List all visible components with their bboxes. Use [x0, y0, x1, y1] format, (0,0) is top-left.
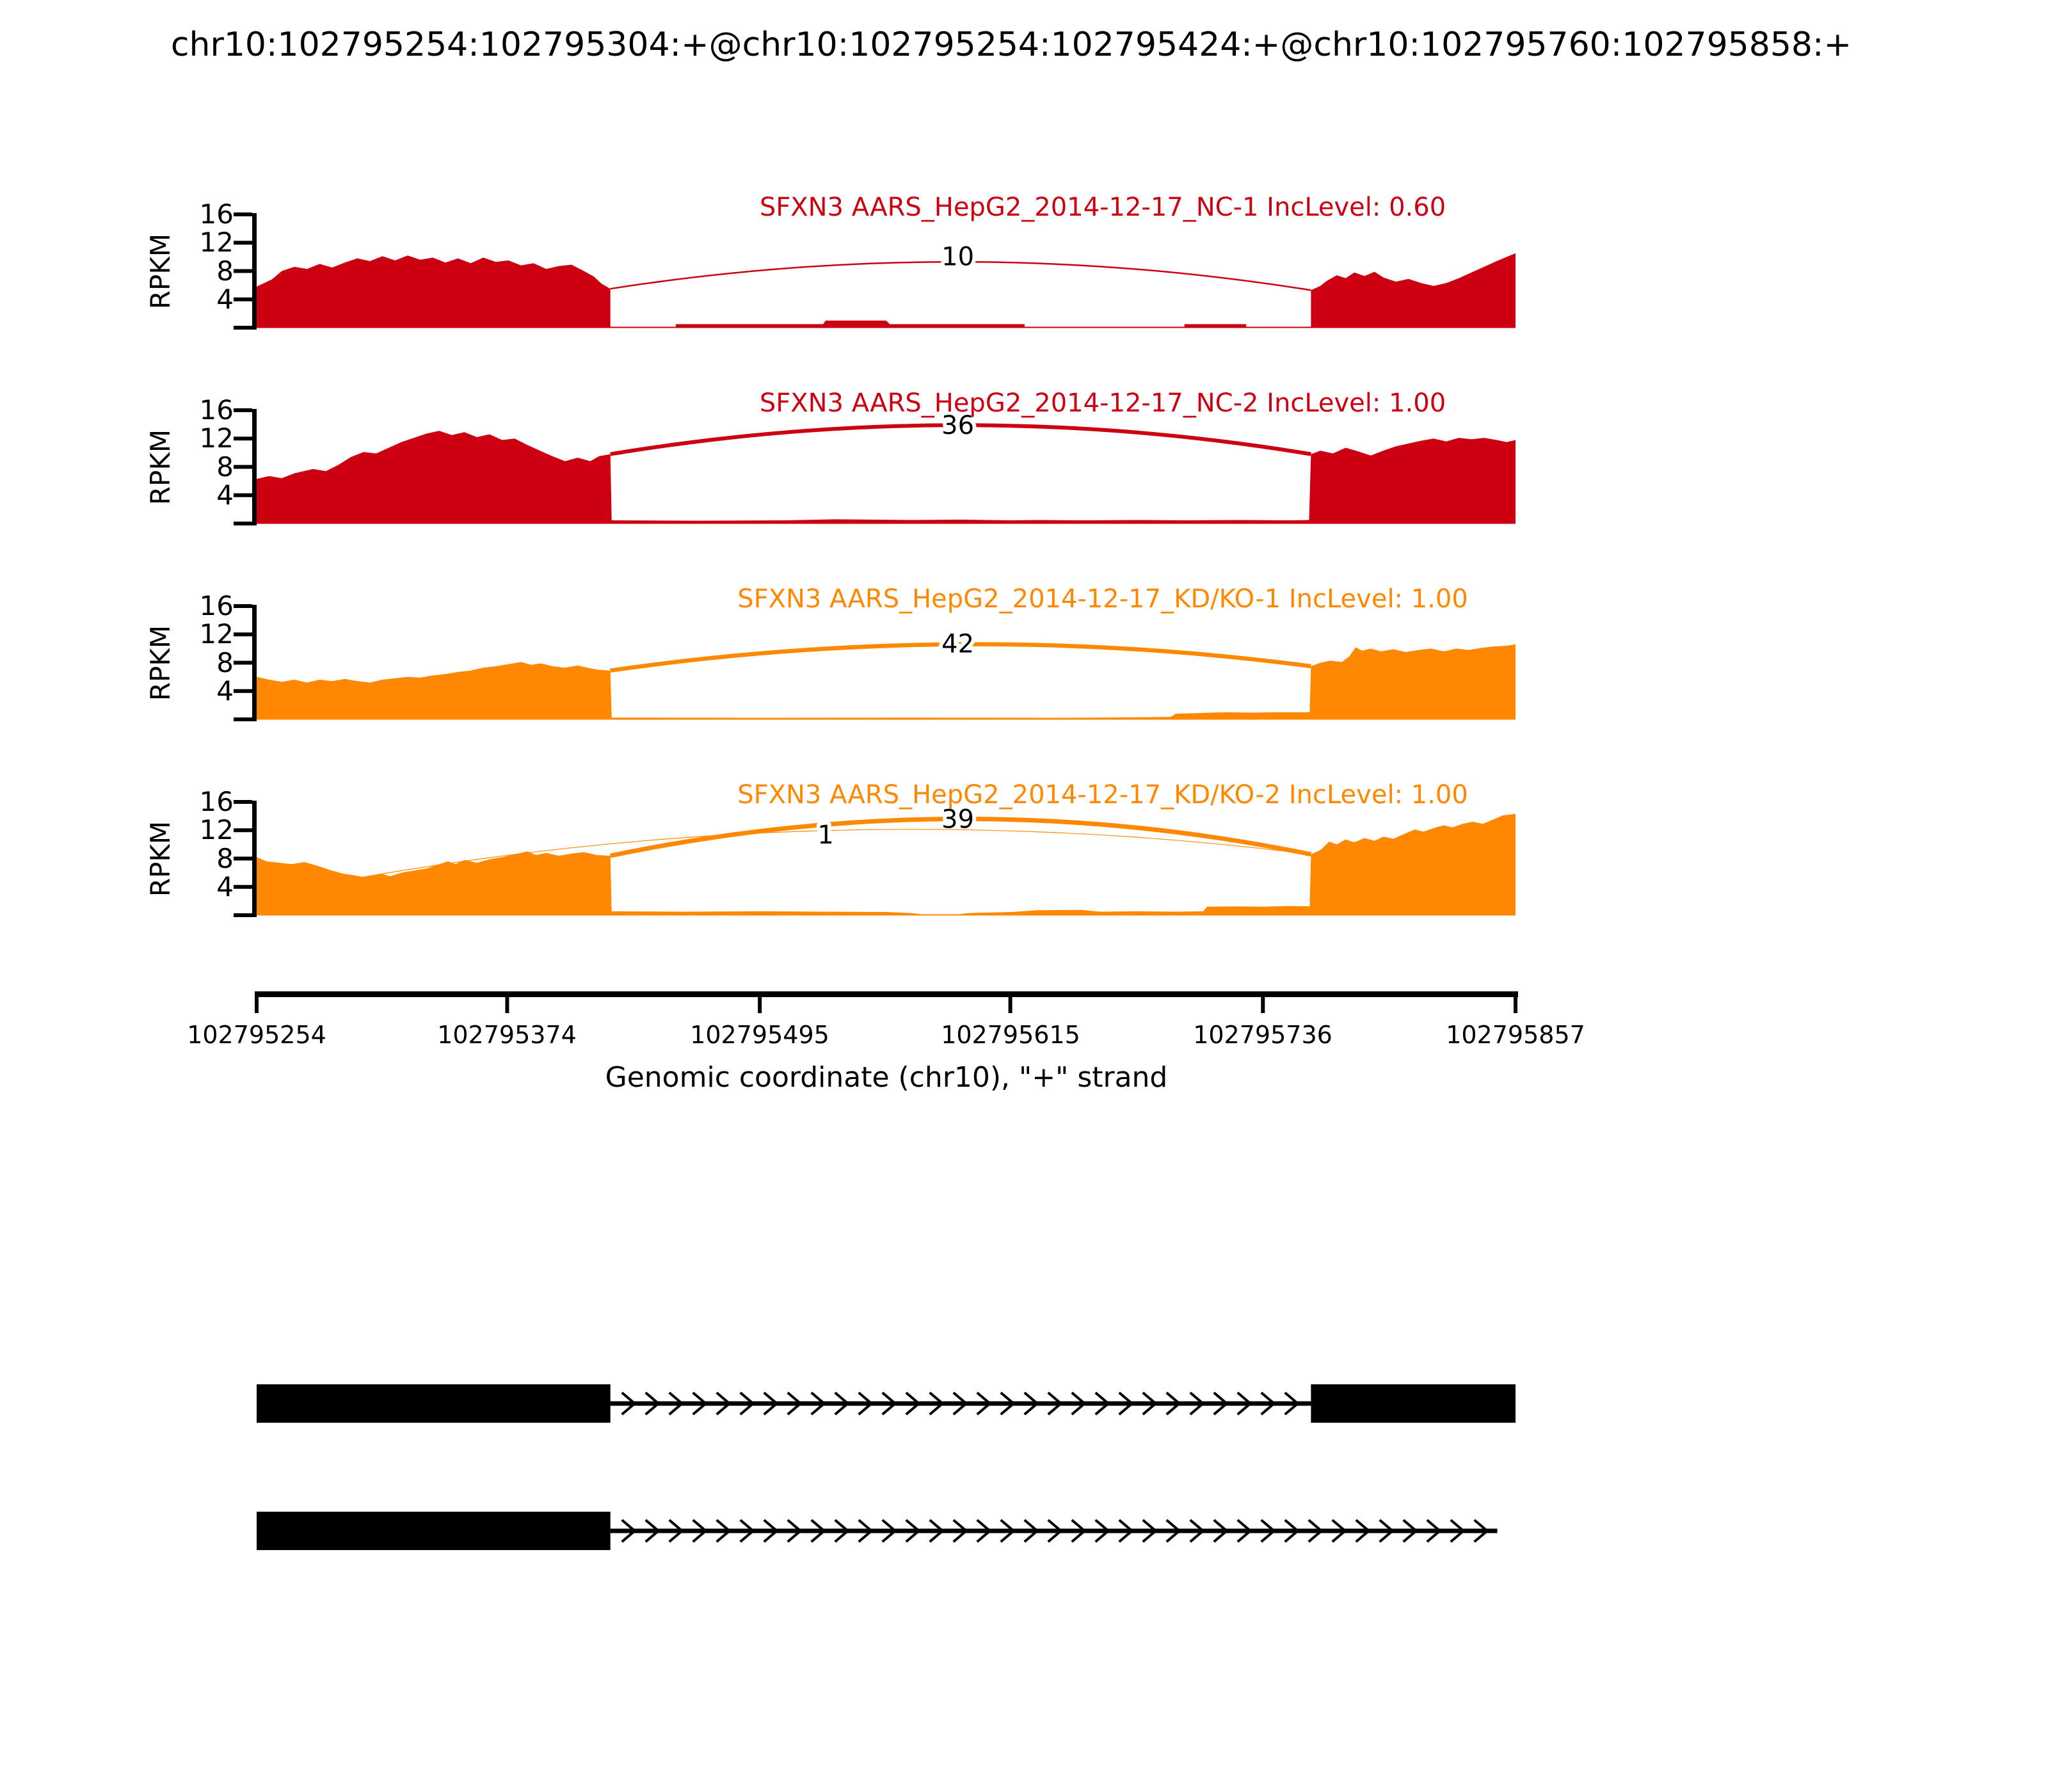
- transcript-intron-line: [611, 1402, 1311, 1406]
- x-tick-label: 102795495: [690, 1021, 829, 1049]
- y-axis-tick: [234, 913, 252, 917]
- transcript-exon-box: [257, 1512, 611, 1550]
- x-axis-caption: Genomic coordinate (chr10), "+" strand: [605, 1061, 1168, 1094]
- y-tick-label: 16: [199, 786, 234, 817]
- x-tick-label: 102795374: [437, 1021, 577, 1049]
- y-axis-title: RPKM: [145, 820, 176, 897]
- transcript-exon-box: [257, 1384, 611, 1423]
- x-tick-label: 102795615: [941, 1021, 1080, 1049]
- y-axis-tick: [234, 717, 252, 721]
- y-axis-tick: [234, 326, 252, 330]
- track-title: SFXN3 AARS_HepG2_2014-12-17_KD/KO-1 IncLevel: 1.00: [737, 584, 1468, 614]
- y-axis-tick: [234, 661, 252, 665]
- y-tick-label: 16: [199, 590, 234, 621]
- y-tick-label: 8: [216, 451, 234, 483]
- x-tick-label: 102795857: [1446, 1021, 1585, 1049]
- junction-count-label: 1: [817, 820, 834, 850]
- y-axis-spine: [252, 801, 257, 917]
- y-axis-tick: [234, 632, 252, 636]
- y-tick-label: 12: [199, 227, 234, 258]
- junction-count-label: 10: [941, 242, 975, 272]
- y-axis-spine: [252, 605, 257, 721]
- y-tick-label: 16: [199, 198, 234, 230]
- junction-count-label: 36: [941, 411, 975, 441]
- transcript-intron-line: [611, 1529, 1498, 1533]
- y-axis-title: RPKM: [145, 429, 176, 506]
- y-axis-tick: [234, 493, 252, 497]
- x-tick-label: 102795254: [187, 1021, 326, 1049]
- y-axis-tick: [234, 212, 252, 216]
- y-tick-label: 4: [216, 479, 234, 511]
- y-tick-label: 4: [216, 675, 234, 707]
- y-tick-label: 8: [216, 255, 234, 287]
- y-tick-label: 8: [216, 843, 234, 874]
- y-axis-tick: [234, 408, 252, 412]
- track-title: SFXN3 AARS_HepG2_2014-12-17_NC-2 IncLevel: 1.00: [759, 388, 1446, 418]
- x-axis-tick: [1514, 996, 1517, 1013]
- y-axis-title: RPKM: [145, 233, 176, 310]
- y-axis-spine: [252, 213, 257, 330]
- x-axis-tick: [758, 996, 762, 1013]
- x-axis-tick: [255, 996, 259, 1013]
- y-axis-tick: [234, 522, 252, 525]
- coverage-area: [1185, 324, 1246, 328]
- y-tick-label: 12: [199, 814, 234, 845]
- transcript-exon-box: [1311, 1384, 1516, 1423]
- x-axis-line: [255, 991, 1518, 997]
- y-tick-label: 12: [199, 618, 234, 650]
- y-axis-tick: [234, 689, 252, 693]
- track-title: SFXN3 AARS_HepG2_2014-12-17_NC-1 IncLevel: 0.60: [759, 193, 1446, 222]
- coverage-area: [257, 255, 611, 328]
- y-tick-label: 8: [216, 647, 234, 678]
- y-tick-label: 16: [199, 394, 234, 426]
- y-axis-tick: [234, 436, 252, 440]
- x-axis-tick: [1009, 996, 1012, 1013]
- y-axis-tick: [234, 604, 252, 608]
- junction-count-label: 42: [941, 629, 975, 659]
- y-axis-tick: [234, 241, 252, 244]
- y-tick-label: 4: [216, 284, 234, 315]
- track-title: SFXN3 AARS_HepG2_2014-12-17_KD/KO-2 IncLevel: 1.00: [737, 780, 1468, 810]
- coverage-area: [1311, 253, 1516, 328]
- y-axis-tick: [234, 800, 252, 804]
- y-axis-tick: [234, 298, 252, 301]
- y-axis-tick: [234, 885, 252, 889]
- y-axis-tick: [234, 269, 252, 273]
- coverage-area: [676, 321, 1025, 328]
- coverage-area: [257, 431, 1516, 524]
- figure-title: chr10:102795254:102795304:+@chr10:102795254:102795424:+@chr10:102795760:102795858:+: [170, 26, 1852, 64]
- y-axis-title: RPKM: [145, 625, 176, 701]
- y-axis-tick: [234, 465, 252, 469]
- coverage-area: [257, 644, 1516, 719]
- x-axis-tick: [1261, 996, 1265, 1013]
- y-tick-label: 4: [216, 871, 234, 902]
- y-axis-tick: [234, 828, 252, 832]
- y-tick-label: 12: [199, 422, 234, 454]
- y-axis-tick: [234, 857, 252, 861]
- junction-count-label: 39: [941, 804, 975, 835]
- x-axis-tick: [505, 996, 509, 1013]
- x-tick-label: 102795736: [1193, 1021, 1332, 1049]
- y-axis-spine: [252, 409, 257, 525]
